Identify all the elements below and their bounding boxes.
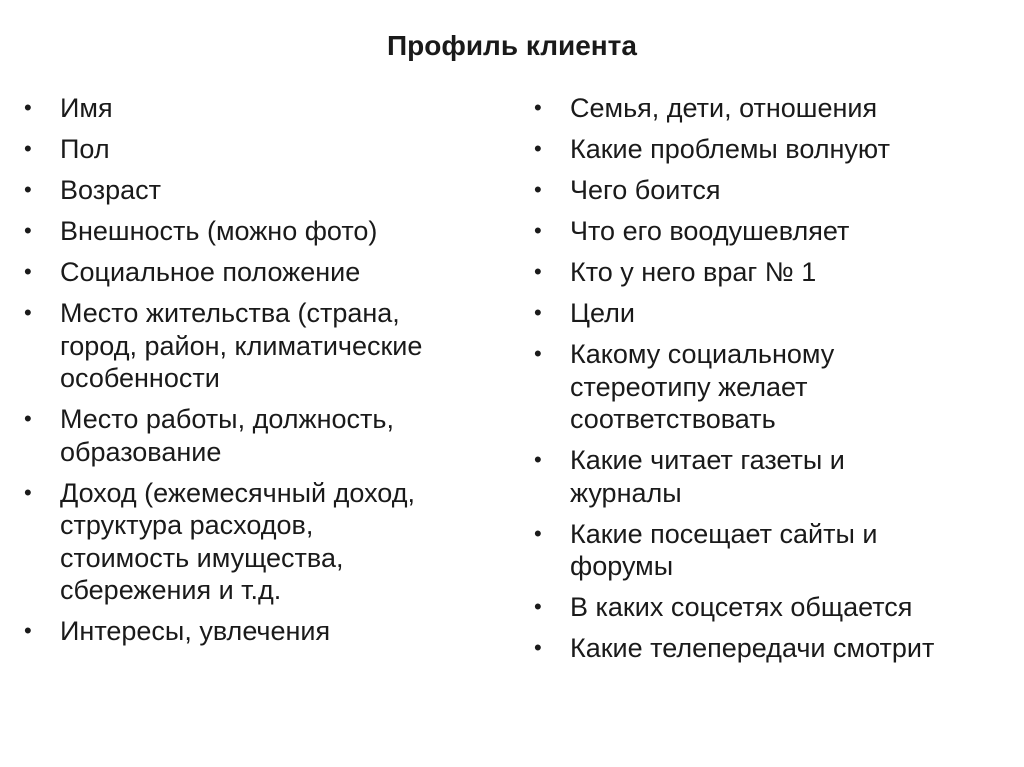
list-item	[530, 518, 1010, 583]
list-item	[530, 133, 1010, 166]
bullet-icon: •	[24, 300, 32, 325]
bullet-icon: •	[534, 300, 542, 325]
list-item-text: Пол	[60, 134, 110, 164]
list-item	[530, 256, 1010, 289]
list-item-text: Возраст	[60, 175, 161, 205]
left-column-list	[20, 92, 510, 656]
list-item-text: Какому социальному стереотипу желает соответствовать	[570, 339, 835, 434]
bullet-icon: •	[534, 520, 542, 546]
list-item-text: Доход (ежемесячный доход, структура расходов, стоимость имущества, сбережения и т.д.	[60, 477, 415, 605]
bullet-icon: •	[534, 635, 542, 660]
list-item-text: Семья, дети, отношения	[570, 93, 878, 123]
list-item-text: Цели	[570, 298, 635, 328]
list-item-text: Место жительства (страна, город, район, климатические особенности	[60, 298, 423, 393]
list-item	[530, 632, 1010, 665]
list-item	[20, 215, 510, 248]
list-item	[530, 215, 1010, 248]
bullet-icon: •	[534, 95, 542, 120]
bullet-icon: •	[24, 177, 32, 202]
bullet-icon: •	[534, 594, 542, 619]
list-item-text: Имя	[60, 93, 113, 123]
bullet-icon: •	[534, 259, 542, 284]
list-item	[20, 403, 510, 468]
list-item	[20, 256, 510, 289]
list-item	[530, 591, 1010, 624]
list-item-text: Кто у него враг № 1	[570, 257, 817, 287]
list-item	[20, 477, 510, 607]
bullet-icon: •	[24, 259, 32, 284]
list-item	[20, 92, 510, 125]
bullet-icon: •	[24, 406, 32, 431]
right-column-list	[530, 92, 1010, 673]
bullet-icon: •	[24, 136, 32, 161]
list-item-text: Что его воодушевляет	[570, 216, 850, 246]
bullet-icon: •	[534, 447, 542, 472]
list-item	[530, 338, 1010, 436]
list-item-text: Какие проблемы волнуют	[570, 134, 890, 164]
list-item-text: Внешность (можно фото)	[60, 216, 378, 246]
list-item-text: Какие посещает сайты и форумы	[570, 518, 878, 581]
bullet-icon: •	[534, 136, 542, 161]
bullet-icon: •	[534, 218, 542, 243]
list-item	[530, 297, 1010, 330]
list-item	[20, 615, 510, 648]
bullet-icon: •	[24, 479, 32, 505]
list-item-text: Социальное положение	[60, 257, 361, 287]
list-item	[20, 174, 510, 207]
list-item-text: Интересы, увлечения	[60, 616, 331, 646]
bullet-icon: •	[24, 218, 32, 243]
list-item	[20, 133, 510, 166]
list-item-text: Чего боится	[570, 175, 721, 205]
list-item-text: В каких соцсетях общается	[570, 592, 913, 622]
list-item-text: Какие телепередачи смотрит	[570, 633, 935, 663]
list-item	[20, 297, 510, 395]
list-item-text: Какие читает газеты и журналы	[570, 445, 845, 508]
page-title: Профиль клиента	[387, 30, 637, 61]
bullet-icon: •	[24, 95, 32, 120]
list-item	[530, 444, 1010, 509]
bullet-icon: •	[534, 341, 542, 366]
bullet-icon: •	[24, 618, 32, 643]
list-item	[530, 92, 1010, 125]
list-item	[530, 174, 1010, 207]
list-item-text: Место работы, должность, образование	[60, 404, 394, 467]
bullet-icon: •	[534, 177, 542, 202]
